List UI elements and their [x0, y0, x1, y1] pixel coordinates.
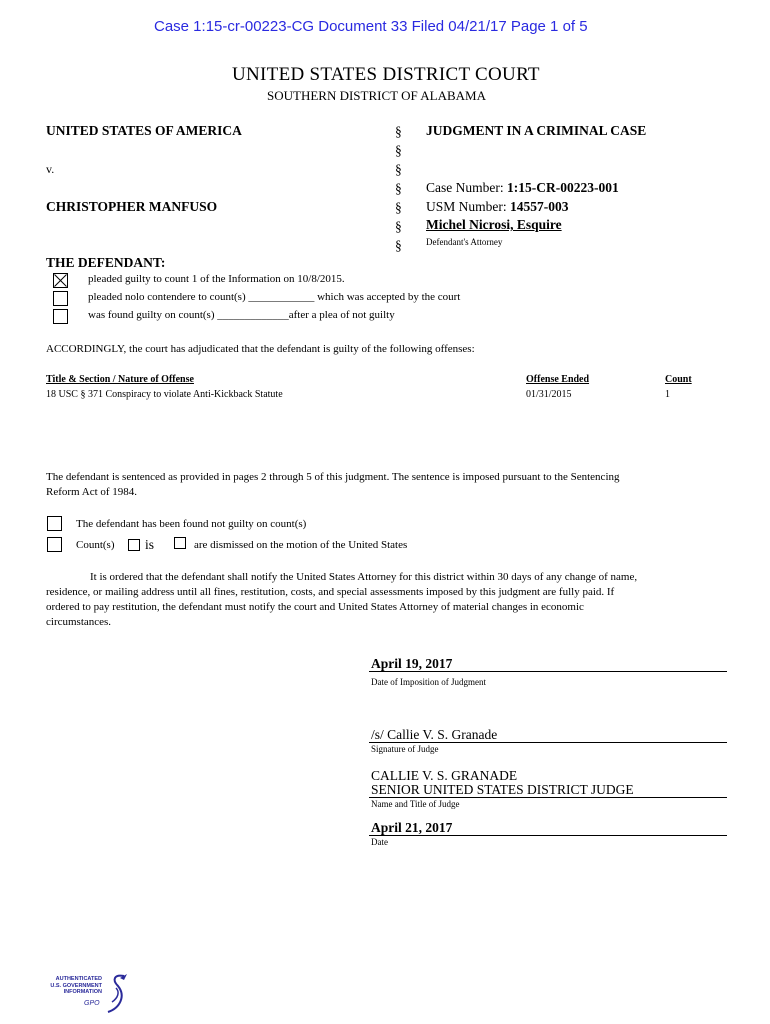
- defense-attorney: Michel Nicrosi, Esquire: [426, 217, 562, 232]
- plea-guilty-text: pleaded guilty to count 1 of the Information on 10/8/2015.: [88, 273, 345, 285]
- order-line-2: residence, or mailing address until all fines, restitution, costs, and special assessments imposed by this judgment are fully paid. If: [46, 586, 615, 598]
- imposition-date-rule: [369, 671, 727, 672]
- judge-name: CALLIE V. S. GRANADE: [371, 768, 518, 783]
- counts-dismissed-checkbox[interactable]: [47, 537, 62, 552]
- offense-description: 18 USC § 371 Conspiracy to violate Anti-Kickback Statute: [46, 389, 283, 400]
- court-name: UNITED STATES DISTRICT COURT: [232, 64, 540, 85]
- found-guilty-text: was found guilty on count(s) _____________after a plea of not guilty: [88, 309, 395, 321]
- name-title-rule: [369, 797, 727, 798]
- case-number: 1:15-CR-00223-001: [506, 180, 619, 195]
- defendant-heading: THE DEFENDANT:: [46, 255, 166, 270]
- signature-rule: [369, 742, 727, 743]
- found-guilty-checkbox[interactable]: [53, 309, 68, 324]
- section-mark: §: [395, 200, 402, 215]
- sentence-line-1: The defendant is sentenced as provided in pages 2 through 5 of this judgment. The sentence is imposed pursuant to the Sentencing: [46, 471, 620, 483]
- gpo-logo-line-3: INFORMATION: [63, 989, 102, 995]
- judgment-date: April 21, 2017: [371, 820, 453, 835]
- not-guilty-checkbox[interactable]: [47, 516, 62, 531]
- section-mark: §: [395, 143, 402, 158]
- order-line-4: circumstances.: [46, 616, 112, 628]
- district-name: SOUTHERN DISTRICT OF ALABAMA: [267, 88, 486, 103]
- versus-label: v.: [46, 162, 55, 176]
- section-mark: §: [395, 162, 402, 177]
- gpo-logo-line-1: AUTHENTICATED: [55, 976, 102, 982]
- defendant-name: CHRISTOPHER MANFUSO: [46, 199, 218, 214]
- adjudication-statement: ACCORDINGLY, the court has adjudicated that the defendant is guilty of the following offenses:: [46, 343, 475, 355]
- section-mark: §: [395, 219, 402, 234]
- judgment-title: JUDGMENT IN A CRIMINAL CASE: [426, 123, 647, 138]
- date-caption: Date: [371, 837, 388, 847]
- offense-ended-date: 01/31/2015: [526, 389, 572, 400]
- section-mark: §: [395, 238, 402, 253]
- gpo-logo-mark-text: GPO: [84, 1000, 100, 1007]
- counts-is-checkbox[interactable]: [128, 539, 140, 551]
- count-column-header: Count: [665, 374, 692, 385]
- name-title-caption: Name and Title of Judge: [371, 799, 460, 809]
- imposition-date: April 19, 2017: [371, 656, 453, 671]
- usm-number-line: [426, 199, 569, 215]
- attorney-caption: Defendant's Attorney: [426, 237, 503, 247]
- usm-number: 14557-003: [510, 199, 569, 214]
- offense-count: 1: [665, 389, 670, 400]
- date-rule: [369, 835, 727, 836]
- plea-guilty-checkbox[interactable]: [53, 273, 68, 288]
- not-guilty-text: The defendant has been found not guilty on count(s): [76, 518, 307, 530]
- order-line-3: ordered to pay restitution, the defendant must notify the court and United States Attorney of material changes in economic: [46, 601, 584, 613]
- plea-nolo-text: pleaded nolo contendere to count(s) ____________ which was accepted by the court: [88, 291, 461, 303]
- section-mark: §: [395, 124, 402, 139]
- plaintiff-name: UNITED STATES OF AMERICA: [46, 123, 242, 138]
- offense-ended-column-header: Offense Ended: [526, 374, 590, 385]
- gpo-authenticated-logo: [44, 972, 134, 1018]
- imposition-date-caption: Date of Imposition of Judgment: [371, 677, 486, 687]
- judge-title: SENIOR UNITED STATES DISTRICT JUDGE: [371, 782, 634, 797]
- case-header-stamp: Case 1:15-cr-00223-CG Document 33 Filed 04/21/17 Page 1 of 5: [154, 18, 588, 35]
- case-number-line: [426, 180, 619, 196]
- gpo-logo-line-2: U.S. GOVERNMENT: [50, 982, 102, 989]
- plea-nolo-checkbox[interactable]: [53, 291, 68, 306]
- section-mark: §: [395, 181, 402, 196]
- dismissed-text: are dismissed on the motion of the United States: [194, 539, 408, 551]
- usm-number-label: USM Number:: [426, 199, 510, 214]
- eagle-swirl-icon: [100, 972, 130, 1018]
- order-line-1: It is ordered that the defendant shall notify the United States Attorney for this district within 30 days of any change of name,: [90, 571, 638, 583]
- judge-signature: /s/ Callie V. S. Granade: [371, 727, 498, 742]
- counts-are-checkbox[interactable]: [174, 537, 186, 549]
- is-label: is: [145, 537, 155, 552]
- sentence-line-2: Reform Act of 1984.: [46, 486, 138, 498]
- signature-caption: Signature of Judge: [371, 744, 439, 754]
- offense-column-header: Title & Section / Nature of Offense: [46, 374, 194, 385]
- counts-label: Count(s): [76, 539, 115, 551]
- case-number-label: Case Number:: [426, 180, 507, 195]
